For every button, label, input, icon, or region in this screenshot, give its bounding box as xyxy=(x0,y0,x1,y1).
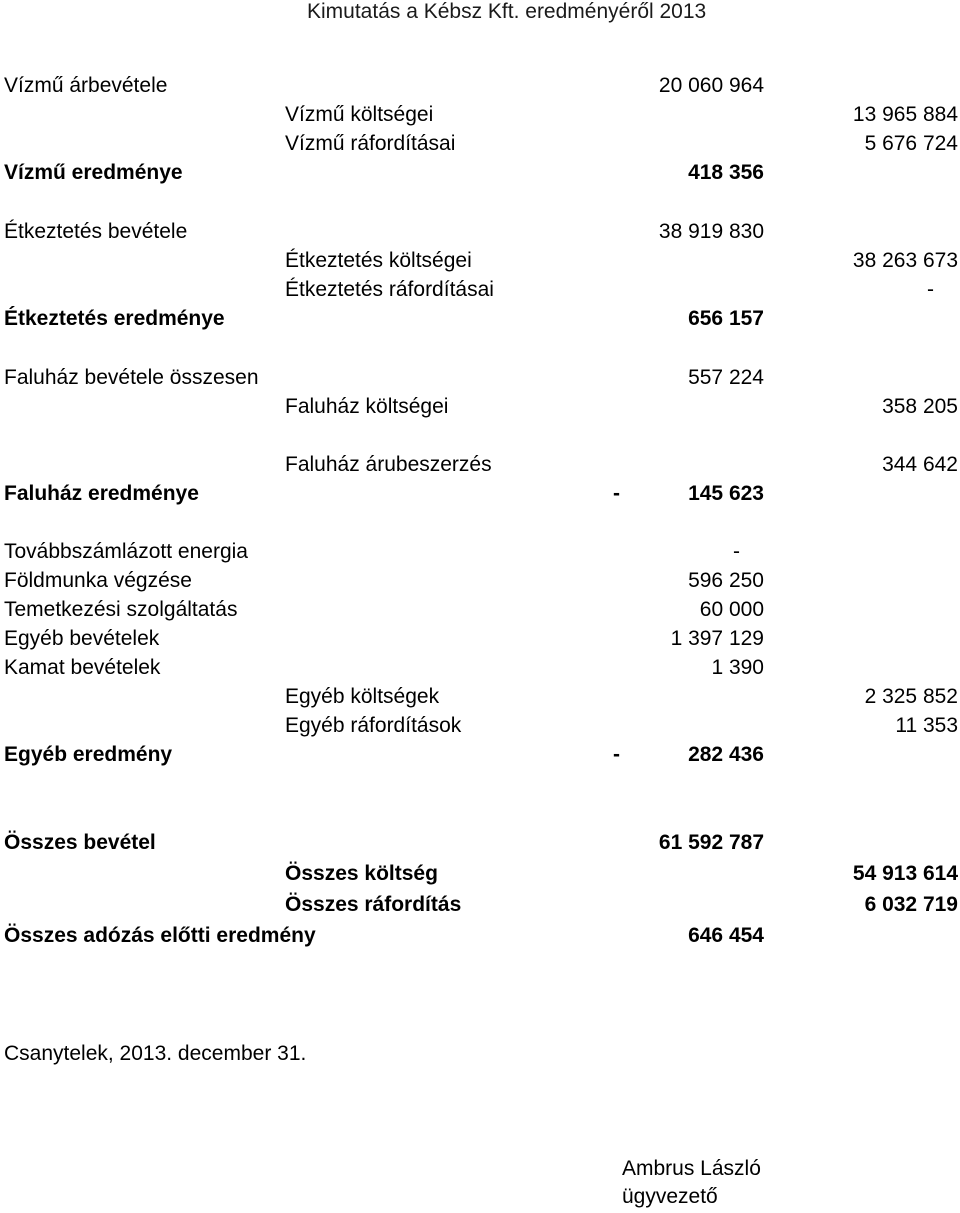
total-value: 54 913 614 xyxy=(852,862,958,885)
total-value: 61 592 787 xyxy=(658,831,764,854)
result-value: 282 436 xyxy=(688,743,764,766)
row-value: 1 390 xyxy=(711,656,764,679)
row-label: Temetkezési szolgáltatás xyxy=(4,598,238,621)
result-label: Faluház eredménye xyxy=(4,482,199,505)
document-title: Kimutatás a Kébsz Kft. eredményéről 2013 xyxy=(307,0,707,23)
row-label: Faluház költségei xyxy=(285,395,449,418)
result-sign: - xyxy=(613,482,620,505)
result-label: Étkeztetés eredménye xyxy=(4,307,225,330)
signatory-role: ügyvezető xyxy=(622,1185,718,1208)
row-value: 20 060 964 xyxy=(658,74,764,97)
result-label: Egyéb eredmény xyxy=(4,743,173,766)
row-label: Vízmű árbevétele xyxy=(4,74,168,97)
row-value: - xyxy=(927,278,934,301)
row-value: 596 250 xyxy=(688,569,764,592)
total-label: Összes ráfordítás xyxy=(285,893,462,916)
row-label: Faluház bevétele összesen xyxy=(4,366,259,389)
row-label: Kamat bevételek xyxy=(4,656,161,679)
row-value: 38 263 673 xyxy=(852,249,958,272)
row-value: 557 224 xyxy=(688,366,764,389)
row-label: Vízmű költségei xyxy=(285,103,434,126)
row-value: 344 642 xyxy=(882,453,958,476)
result-value: 656 157 xyxy=(688,307,764,330)
row-label: Étkeztetés költségei xyxy=(285,249,472,272)
row-value: 2 325 852 xyxy=(864,685,958,708)
row-value: - xyxy=(733,540,740,563)
row-label: Egyéb ráfordítások xyxy=(285,714,462,737)
row-label: Étkeztetés bevétele xyxy=(4,220,188,243)
total-label: Összes bevétel xyxy=(4,831,156,854)
row-label: Vízmű ráfordításai xyxy=(285,132,456,155)
total-label: Összes adózás előtti eredmény xyxy=(4,924,316,947)
row-value: 13 965 884 xyxy=(852,103,958,126)
total-label: Összes költség xyxy=(285,862,438,885)
row-label: Földmunka végzése xyxy=(4,569,192,592)
row-value: 11 353 xyxy=(895,714,958,737)
row-label: Étkeztetés ráfordításai xyxy=(285,278,494,301)
row-value: 60 000 xyxy=(699,598,764,621)
row-value: 38 919 830 xyxy=(658,220,764,243)
row-label: Faluház árubeszerzés xyxy=(285,453,492,476)
total-value: 6 032 719 xyxy=(864,893,958,916)
row-label: Egyéb költségek xyxy=(285,685,440,708)
result-sign: - xyxy=(613,743,620,766)
row-value: 1 397 129 xyxy=(670,627,764,650)
row-value: 5 676 724 xyxy=(864,132,958,155)
signatory-name: Ambrus László xyxy=(622,1157,761,1180)
place-date: Csanytelek, 2013. december 31. xyxy=(4,1042,307,1065)
row-label: Egyéb bevételek xyxy=(4,627,160,650)
total-value: 646 454 xyxy=(688,924,764,947)
result-value: 145 623 xyxy=(688,482,764,505)
result-value: 418 356 xyxy=(688,161,764,184)
result-label: Vízmű eredménye xyxy=(4,161,183,184)
row-value: 358 205 xyxy=(882,395,958,418)
row-label: Továbbszámlázott energia xyxy=(4,540,248,563)
